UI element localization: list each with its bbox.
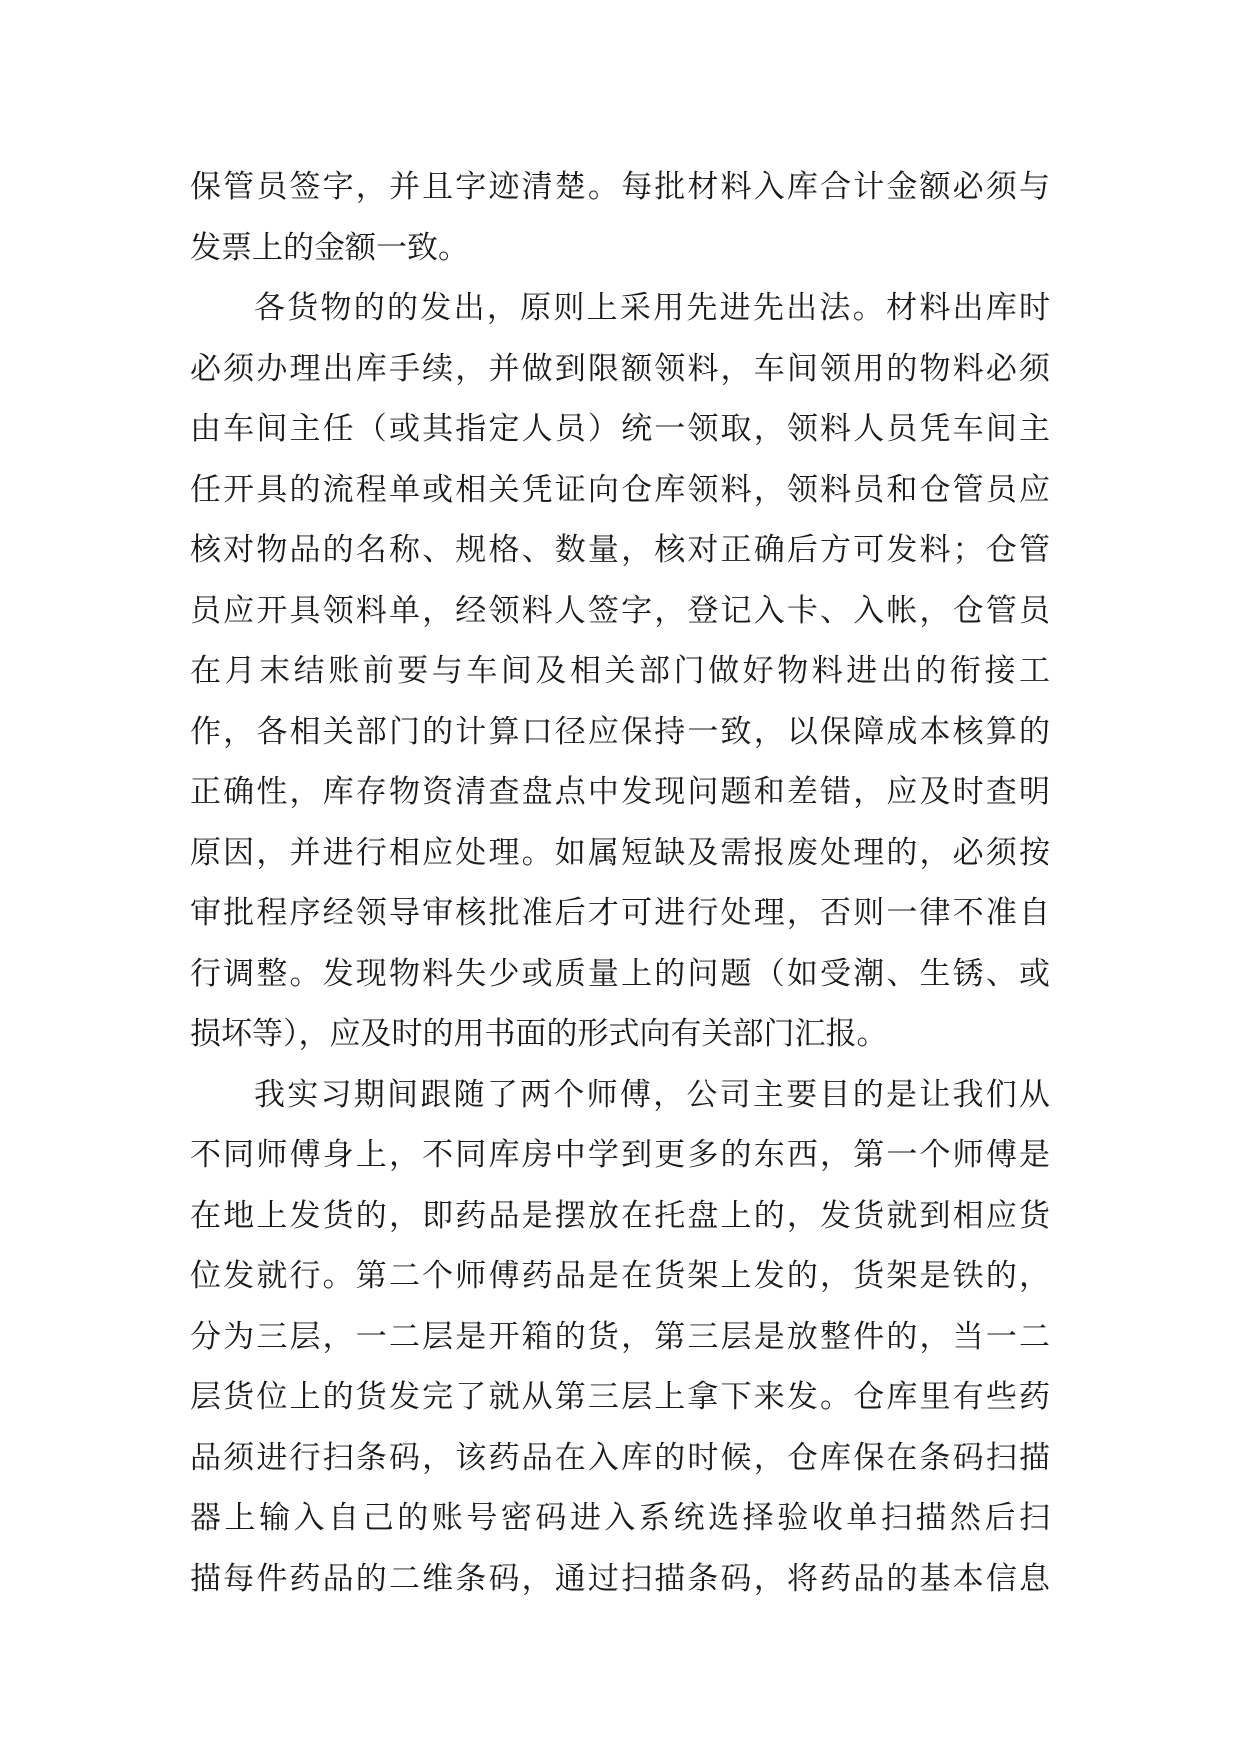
text-line: 作，各相关部门的计算口径应保持一致，以保障成本核算的 [190, 713, 1050, 750]
text-line: 层货位上的货发完了就从第三层上拿下来发。仓库里有些药 [190, 1379, 1050, 1415]
text-line: 描每件药品的二维条码，通过扫描条码，将药品的基本信息 [190, 1560, 1050, 1597]
text-line: 原因，并进行相应处理。如属短缺及需报废处理的，必须按 [190, 834, 1050, 871]
text-line: 任开具的流程单或相关凭证向仓库领料，领料员和仓管员应 [190, 471, 1050, 508]
text-line: 品须进行扫条码，该药品在入库的时候，仓库保在条码扫描 [190, 1439, 1050, 1476]
text-line: 位发就行。第二个师傅药品是在货架上发的，货架是铁的， [190, 1258, 1050, 1294]
text-line: 各货物的的发出，原则上采用先进先出法。材料出库时 [254, 290, 1050, 326]
text-line: 器上输入自己的账号密码进入系统选择验收单扫描然后扫 [190, 1500, 1050, 1536]
text-line: 损坏等），应及时的用书面的形式向有关部门汇报。 [190, 1016, 888, 1052]
text-line: 分为三层，一二层是开箱的货，第三层是放整件的，当一二 [190, 1318, 1050, 1355]
text-line: 在地上发货的，即药品是摆放在托盘上的，发货就到相应货 [190, 1197, 1050, 1234]
text-line: 不同师傅身上，不同库房中学到更多的东西，第一个师傅是 [190, 1137, 1050, 1173]
body-text [190, 157, 1050, 1609]
text-line: 核对物品的名称、规格、数量，核对正确后方可发料；仓管 [190, 532, 1050, 568]
text-line: 我实习期间跟随了两个师傅，公司主要目的是让我们从 [254, 1076, 1050, 1113]
text-line: 必须办理出库手续，并做到限额领料，车间领用的物料必须 [190, 350, 1050, 387]
text-line: 员应开具领料单，经领料人签字，登记入卡、入帐，仓管员 [190, 592, 1050, 629]
text-line: 在月末结账前要与车间及相关部门做好物料进出的衔接工 [190, 653, 1050, 689]
paragraph [190, 157, 1050, 278]
text-line: 发票上的金额一致。 [190, 229, 469, 266]
paragraph [190, 1065, 1050, 1610]
text-line: 由车间主任（或其指定人员）统一领取，领料人员凭车间主 [190, 411, 1050, 447]
text-line: 正确性，库存物资清查盘点中发现问题和差错，应及时查明 [190, 774, 1050, 810]
paragraph [190, 278, 1050, 1065]
text-line: 审批程序经领导审核批准后才可进行处理，否则一律不准自 [190, 895, 1050, 931]
text-line: 行调整。发现物料失少或质量上的问题（如受潮、生锈、或 [190, 955, 1050, 992]
text-line: 保管员签字，并且字迹清楚。每批材料入库合计金额必须与 [190, 169, 1050, 205]
